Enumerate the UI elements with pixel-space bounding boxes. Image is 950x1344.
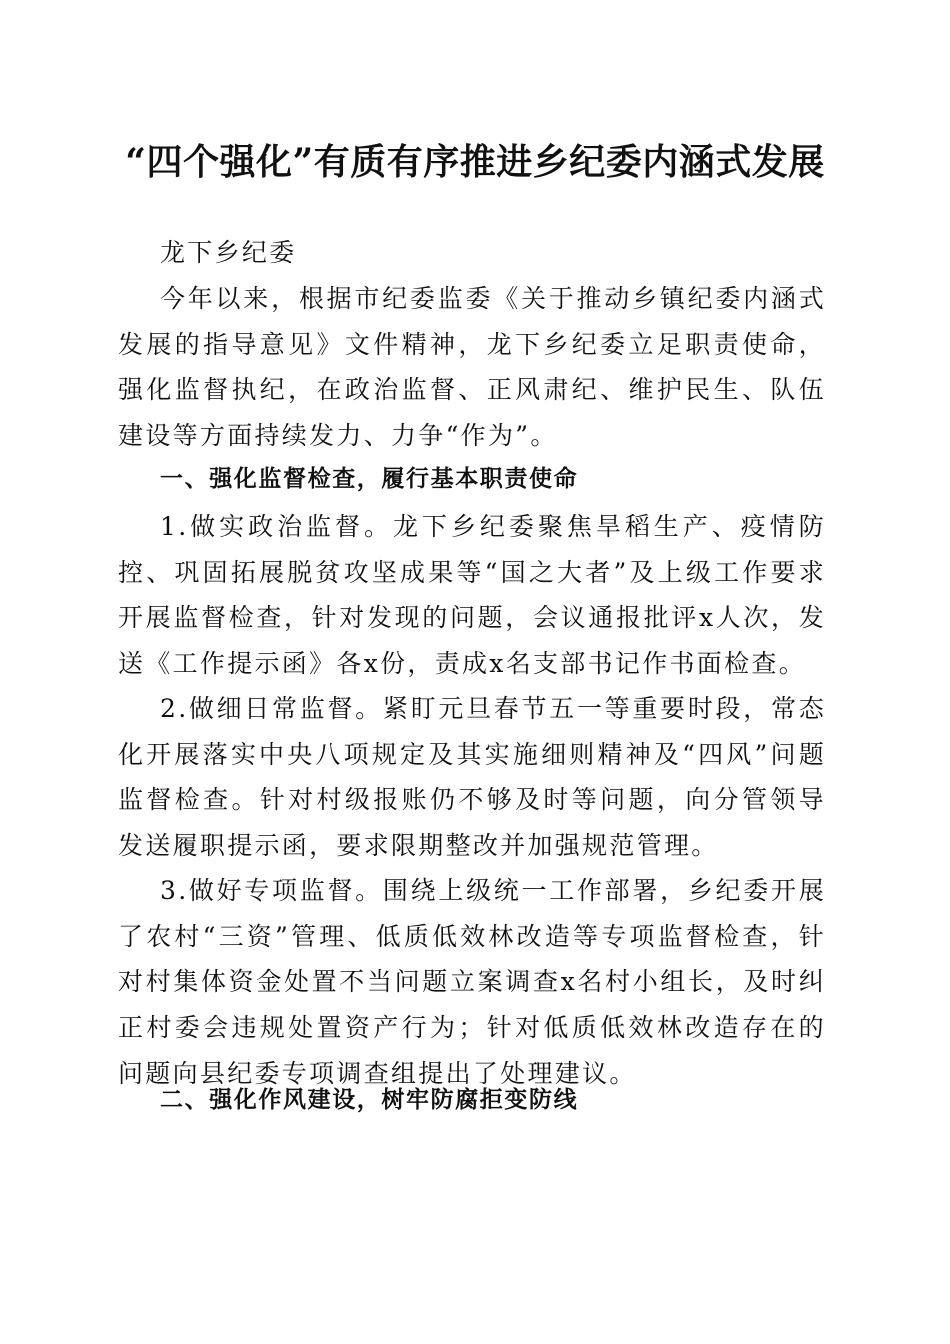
document-title: “四个强化”有质有序推进乡纪委内涵式发展 [125,141,825,183]
section-heading-1: 一、强化监督检查，履行基本职责使命 [160,466,579,492]
intro-paragraph: 今年以来，根据市纪委监委《关于推动乡镇纪委内涵式发展的指导意见》文件精神，龙下乡纪委立足职责使命，强化监督执纪，在政治监督、正风肃纪、维护民生、队伍建设等方面持续发力、力争“作为”。 [118,284,826,451]
author-line: 龙下乡纪委 [160,238,297,267]
paragraph-item-1: 1.做实政治监督。龙下乡纪委聚焦旱稻生产、疫情防控、巩固拓展脱贫攻坚成果等“国之大者”及上级工作要求开展监督检查，针对发现的问题，会议通报批评x人次，发送《工作提示函》各x份，责成x名支部书记作书面检查。 [118,512,826,679]
section-heading-2: 二、强化作风建设，树牢防腐拒变防线 [160,1087,579,1113]
paragraph-item-3: 3.做好专项监督。围绕上级统一工作部署，乡纪委开展了农村“三资”管理、低质低效林改造等专项监督检查，针对村集体资金处置不当问题立案调查x名村小组长，及时纠正村委会违规处置资产行为；针对低质低效林改造存在的问题向县纪委专项调查组提出了处理建议。 [118,876,826,1088]
paragraph-item-2: 2.做细日常监督。紧盯元旦春节五一等重要时段，常态化开展落实中央八项规定及其实施细则精神及“四风”问题监督检查。针对村级报账仍不够及时等问题，向分管领导发送履职提示函，要求限期整改并加强规范管理。 [118,694,826,861]
